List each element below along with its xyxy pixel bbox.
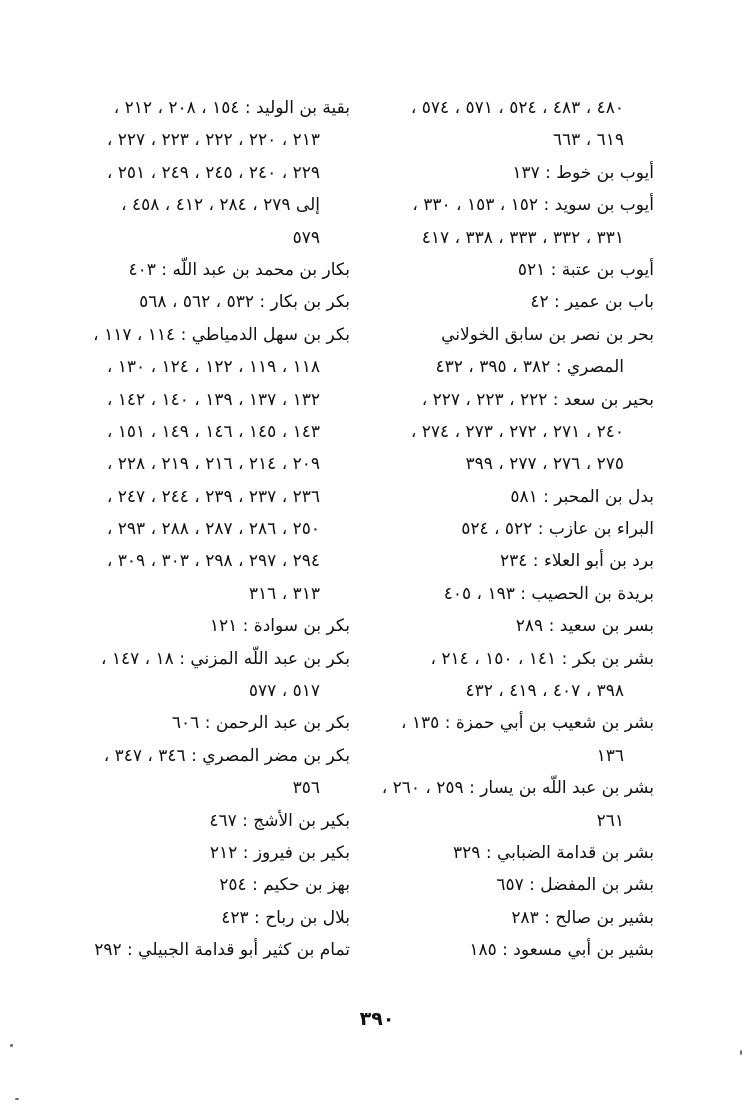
page-number: ٣٩٠ [359,1008,395,1030]
index-entry: بكر بن مضر المصري : ٣٤٦ ، ٣٤٧ ، [103,745,350,766]
index-entry: بكير بن فيروز : ٢١٢ [209,842,350,863]
index-line-continuation: ١٤٣ ، ١٤٥ ، ١٤٦ ، ١٤٩ ، ١٥١ ، [106,421,320,442]
scan-speck [740,1050,742,1055]
index-entry: بكار بن محمد بن عبد اللّه : ٤٠٣ [128,259,350,280]
index-line-continuation: ٥٧٩ [292,227,320,248]
index-entry: أيوب بن عتبة : ٥٢١ [517,259,654,280]
index-entry: أيوب بن سويد : ١٥٢ ، ١٥٣ ، ٣٣٠ ، [412,195,654,216]
index-entry: بكر بن سهل الدمياطي : ١١٤ ، ١١٧ ، [93,324,350,345]
index-entry: بحير بن سعد : ٢٢٢ ، ٢٢٣ ، ٢٢٧ ، [421,389,654,410]
index-entry: أيوب بن خوط : ١٣٧ [512,162,654,183]
index-line-continuation: ٣١٣ ، ٣١٦ [248,583,320,604]
index-entry: بشر بن عبد اللّه بن يسار : ٢٥٩ ، ٢٦٠ ، [381,778,654,799]
index-entry: برد بن أبو العلاء : ٢٣٤ [500,551,654,572]
index-line-continuation: ٦١٩ ، ٦٦٣ [552,130,624,151]
index-entry: بهز بن حكيم : ٢٥٤ [219,875,350,896]
index-entry: بحر بن نصر بن سابق الخولاني [441,324,654,345]
index-line-continuation: ٢٩٤ ، ٢٩٧ ، ٢٩٨ ، ٣٠٣ ، ٣٠٩ ، [106,551,320,572]
index-entry: بسر بن سعيد : ٢٨٩ [515,616,654,637]
scan-speck [15,1098,19,1100]
index-line-continuation: المصري : ٣٨٢ ، ٣٩٥ ، ٤٣٢ [435,357,624,378]
index-entry: بكر بن سوادة : ١٢١ [209,616,350,637]
index-line-continuation: ١٣٦ [596,745,624,766]
index-entry: بقية بن الوليد : ١٥٤ ، ٢٠٨ ، ٢١٢ ، [113,98,350,118]
index-line-continuation: ٢٠٩ ، ٢١٤ ، ٢١٦ ، ٢١٩ ، ٢٢٨ ، [106,454,320,475]
index-line-continuation: ٢١٣ ، ٢٢٠ ، ٢٢٢ ، ٢٢٣ ، ٢٢٧ ، [106,130,320,151]
index-line-continuation: ١٣٢ ، ١٣٧ ، ١٣٩ ، ١٤٠ ، ١٤٢ ، [106,389,320,410]
index-entry: بريدة بن الحصيب : ١٩٣ ، ٤٠٥ [443,583,654,604]
index-line-continuation: ٣٩٨ ، ٤٠٧ ، ٤١٩ ، ٤٣٢ [465,681,624,702]
index-entry: بشير بن أبي مسعود : ١٨٥ [469,940,654,961]
index-line-continuation: ١١٨ ، ١١٩ ، ١٢٢ ، ١٢٤ ، ١٣٠ ، [106,357,320,378]
index-entry: بكر بن بكار : ٥٣٢ ، ٥٦٢ ، ٥٦٨ [139,292,350,313]
index-line-continuation: إلى ٢٧٩ ، ٢٨٤ ، ٤١٢ ، ٤٥٨ ، [121,195,320,216]
index-entry: بشير بن صالح : ٢٨٣ [511,907,654,928]
index-entry: بشر بن قدامة الضبابي : ٣٢٩ [453,842,654,863]
index-entry: بكر بن عبد الرحمن : ٦٠٦ [171,713,350,734]
index-entry: تمام بن كثير أبو قدامة الجبيلي : ٢٩٢ [94,940,350,961]
index-entry: بلال بن رباح : ٤٢٣ [221,907,350,928]
index-line-continuation: ٢٦١ [596,810,624,831]
index-entry: بكر بن عبد اللّه المزني : ١٨ ، ١٤٧ ، [100,648,350,669]
index-line-continuation: ٥١٧ ، ٥٧٧ [248,681,320,702]
index-entry: بشر بن المفضل : ٦٥٧ [496,875,654,896]
index-line-continuation: ٣٣١ ، ٣٣٢ ، ٣٣٣ ، ٣٣٨ ، ٤١٧ [421,227,624,248]
index-entry: بشر بن شعيب بن أبي حمزة : ١٣٥ ، [401,713,654,734]
index-entry: باب بن عمير : ٤٢ [530,292,654,313]
index-column-right [381,92,654,967]
index-column-left [80,92,350,967]
index-line-continuation: ٤٨٠ ، ٤٨٣ ، ٥٢٤ ، ٥٧١ ، ٥٧٤ ، [410,98,624,118]
index-line-continuation: ٢٣٦ ، ٢٣٧ ، ٢٣٩ ، ٢٤٤ ، ٢٤٧ ، [106,486,320,507]
index-entry: بكير بن الأشج : ٤٦٧ [209,810,350,831]
index-line-continuation: ٣٥٦ [292,778,320,799]
index-line-continuation: ٢٥٠ ، ٢٨٦ ، ٢٨٧ ، ٢٨٨ ، ٢٩٣ ، [106,519,320,540]
index-entry: البراء بن عازب : ٥٢٢ ، ٥٢٤ [461,519,654,540]
index-entry: بدل بن المحبر : ٥٨١ [510,486,654,507]
index-line-continuation: ٢٢٩ ، ٢٤٠ ، ٢٤٥ ، ٢٤٩ ، ٢٥١ ، [106,162,320,183]
scan-speck [10,1044,13,1047]
index-line-continuation: ٢٧٥ ، ٢٧٦ ، ٢٧٧ ، ٣٩٩ [465,454,624,475]
index-line-continuation: ٢٤٠ ، ٢٧١ ، ٢٧٢ ، ٢٧٣ ، ٢٧٤ ، [410,421,624,442]
index-entry: بشر بن بكر : ١٤١ ، ١٥٠ ، ٢١٤ ، [430,648,654,669]
